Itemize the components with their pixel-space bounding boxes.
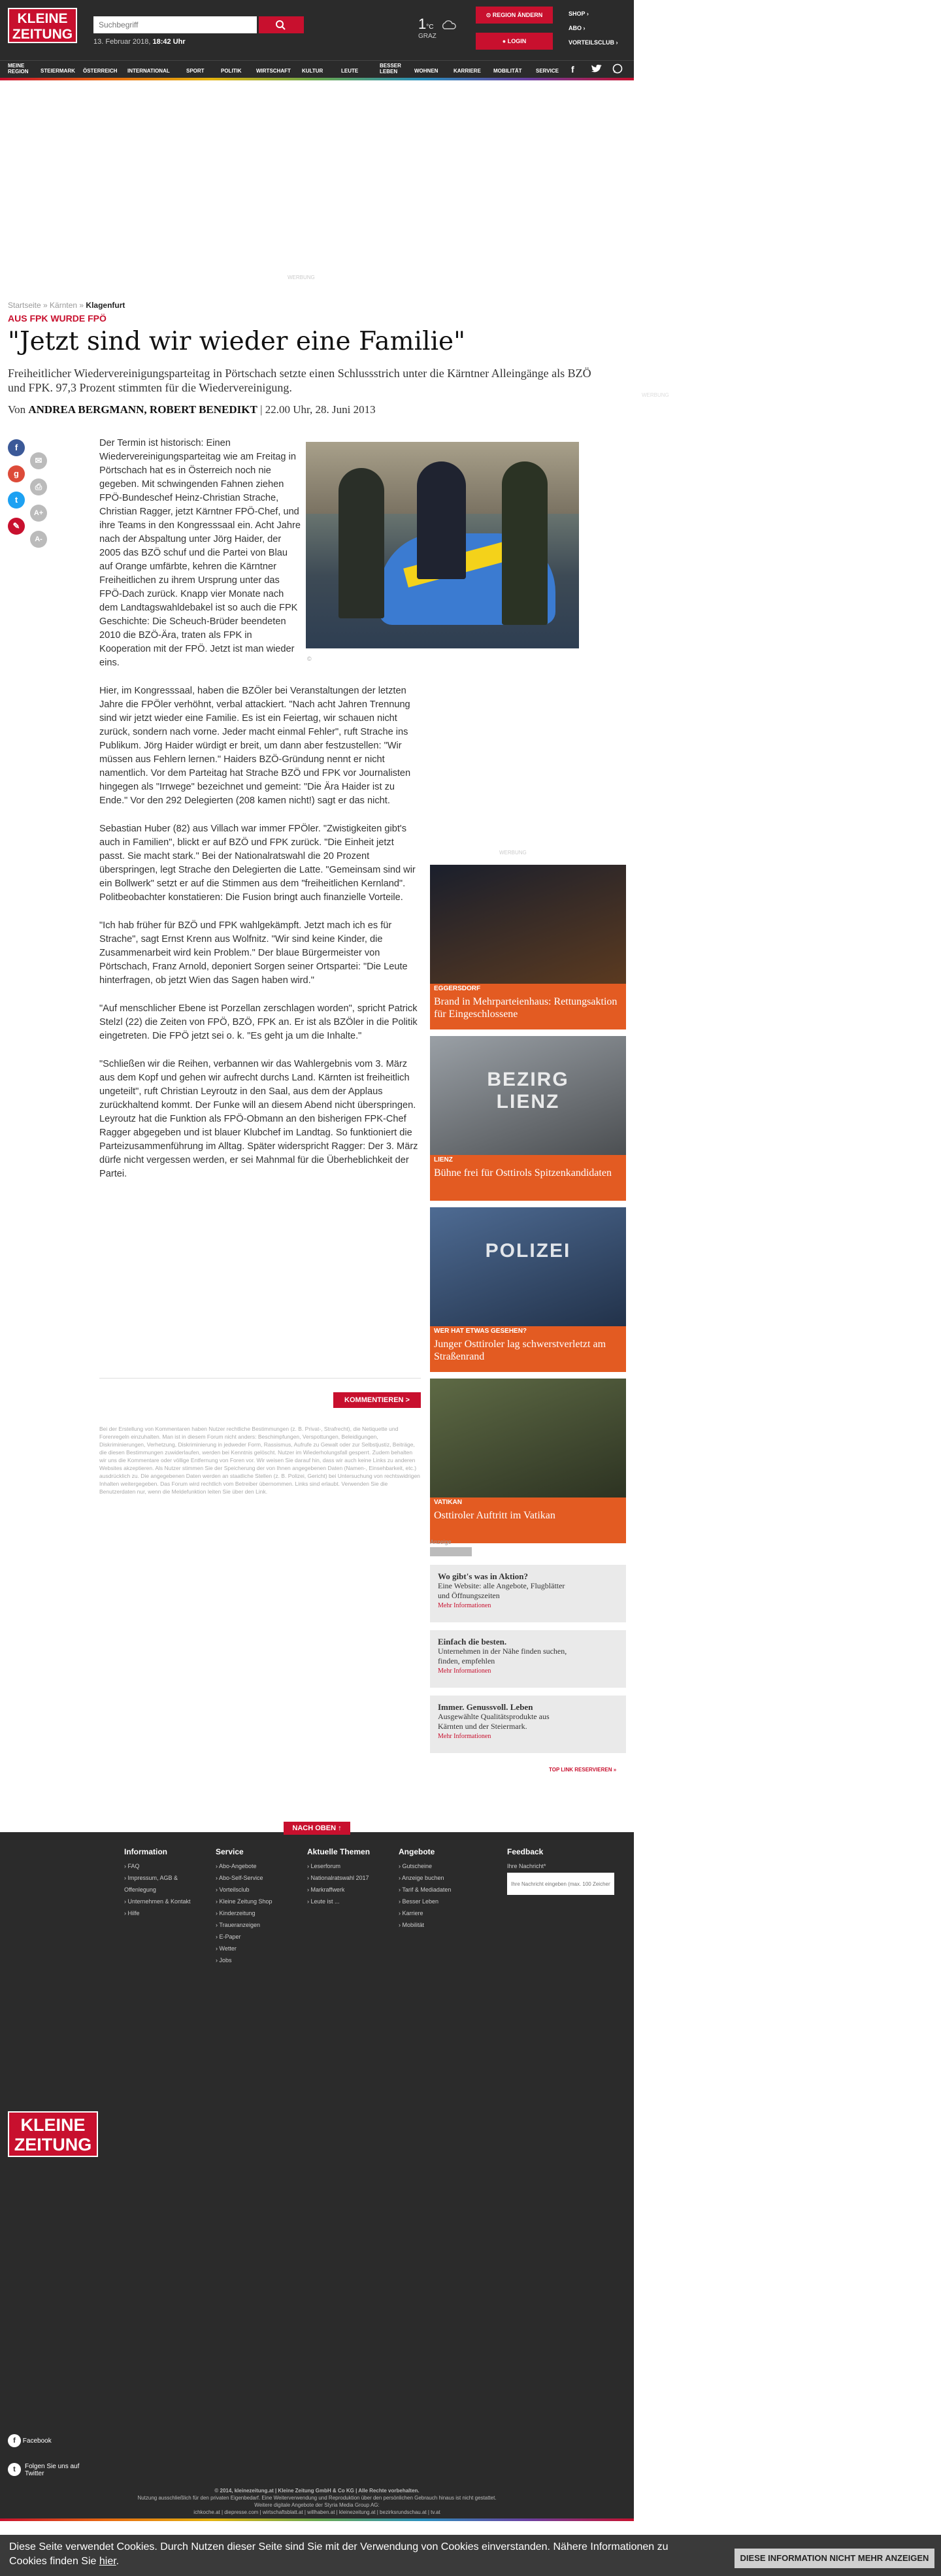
footer-link[interactable] [216,1931,301,1943]
user-icon: ● [502,38,508,44]
footer-link-label: Gutscheine [402,1863,433,1869]
footer-facebook-link[interactable] [8,2434,52,2447]
footer-link-label: Kinderzeitung [219,1910,256,1916]
footer-link[interactable] [307,1884,392,1896]
teaser-title: Osttiroler Auftritt im Vatikan [430,1497,626,1543]
nav-item[interactable] [127,68,170,74]
back-to-top-button[interactable]: NACH OBEN ↑ [284,1822,350,1835]
footer-column-title: Aktuelle Themen [307,1847,371,1856]
body-paragraph-4: "Ich hab früher für BZÖ und FPK wahlgekämpft. Jetzt mach ich es für Strache", sagt Ernst Krenn aus Wolfnitz. "Wir sind keine Kinder, die Zusammenarbeit wird kein Problem." Der blaue Bürgermeister von Pörtschach, Franz Arnold, deponiert Sorgen seiner Ortspartei: "Die Leute hinterfragen, ob jetzt Wien das Sagen haben wird." [99,920,408,986]
footer-link[interactable] [124,1896,209,1907]
anzeige-label: Anzeige [430,1539,452,1545]
footer-link[interactable] [399,1872,484,1884]
footer-link[interactable] [216,1860,301,1872]
footer-link-label: E-Paper [219,1933,241,1940]
teaser-title: Brand in Mehrparteienhaus: Rettungsaktion für Eingeschlossene [430,984,626,1029]
chevron-right-icon: › [216,1910,220,1916]
chevron-right-icon: › [307,1886,311,1893]
nav-item[interactable] [380,63,401,75]
search-input[interactable] [93,16,257,33]
cookie-dismiss-button[interactable]: DIESE INFORMATION NICHT MEHR ANZEIGEN [735,2549,934,2568]
footer-link[interactable] [399,1896,484,1907]
facebook-icon[interactable]: f [571,64,574,75]
googleplus-share-icon[interactable]: g [8,465,25,482]
teaser-image-sign: POLIZEI [485,1240,571,1262]
photo-caption: © [307,656,312,662]
search-button[interactable] [259,16,304,33]
mail-share-icon[interactable]: ✉ [30,452,47,469]
comment-share-icon[interactable]: ✎ [8,518,25,535]
search-icon [259,16,304,33]
facebook-share-icon[interactable]: f [8,439,25,456]
nav-item-label: LEUTE [341,68,359,74]
chevron-right-icon: › [399,1898,403,1905]
body-paragraph-3: Sebastian Huber (82) aus Villach war immer FPÖler. "Zwistigkeiten gibt's auch in Familien", blickt er auf BZÖ und FPK zurück. "Die Einheit jetzt passt. Sie macht stark." Bei der Nationalratswahl die 20 Prozent überspringen, legt Strache den Delegierten die Latte. "Gemeinsam sind wir ein Bollwerk" setzt er auf die Stimmen aus dem "freiheitlichen Kernland". Politbeobachter konstatieren: Die Fusion bringt auch finanzielle Vorteile. [99,824,416,903]
twitter-icon[interactable] [591,64,603,76]
footer-link-label: Besser Leben [402,1898,439,1905]
nav-item-label: WIRTSCHAFT [256,68,291,74]
promo-title: Immer. Genussvoll. Leben [438,1702,533,1712]
footer-link-label: Tarif & Mediadaten [402,1886,452,1893]
nav-item[interactable] [302,68,323,74]
footer-link-label: Ihre Nachricht* [507,1863,546,1869]
footer-link-label: Nationalratswahl 2017 [310,1875,369,1881]
article-byline [8,403,376,416]
divider [99,1378,421,1379]
copyright-line-2: Nutzung ausschließlich für den privaten Eigenbedarf. Eine Weiterverwendung und Reproduktion über den persönlichen Gebrauch hinaus ist nicht gestattet. [137,2495,497,2501]
chevron-right-icon: › [216,1922,220,1928]
chevron-right-icon: › [216,1933,220,1940]
side-ad-label: WERBUNG [642,392,669,398]
byline-authors: ANDREA BERGMANN, ROBERT BENEDIKT [28,403,257,416]
cookie-info-link[interactable]: hier [99,2556,116,2567]
top-link-reservieren[interactable]: TOP LINK RESERVIEREN » [549,1767,617,1773]
nav-item-label: ÖSTERREICH [83,68,118,74]
footer-link[interactable] [124,1872,209,1896]
footer-facebook-icon: f [8,2434,21,2447]
weather-widget[interactable] [418,16,457,40]
nav-item[interactable] [221,68,242,74]
nav-item[interactable] [414,68,438,74]
promo-link[interactable]: Mehr Informationen [438,1667,491,1675]
nav-item-label: STEIERMARK [41,68,75,74]
footer-link[interactable] [507,1860,592,1872]
chevron-right-icon: › [216,1898,220,1905]
footer-link-label: Hilfe [127,1910,140,1916]
teaser-category: WER HAT ETWAS GESEHEN? [434,1328,527,1335]
chevron-right-icon: › [307,1863,311,1869]
article-body [99,437,421,1196]
teaser-image [430,1207,626,1326]
footer-link-label: Markraffwerk [310,1886,345,1893]
category-color-bar [0,78,634,80]
abo-label: ABO [569,25,582,31]
byline-date: | 22.00 Uhr, 28. Juni 2013 [260,403,376,416]
cookie-bar [0,2535,941,2576]
footer-column [124,1847,209,1919]
vorteilsclub-label: VORTEILSCLUB [569,39,615,46]
footer-column [507,1847,592,1872]
nav-item[interactable] [536,68,559,74]
date-text: 13. Februar 2018, [93,38,151,46]
article-headline: "Jetzt sind wir wieder eine Familie" [8,327,466,356]
chevron-right-icon: › [124,1898,128,1905]
page-footer [0,1832,634,2518]
weather-city: GRAZ [418,33,437,40]
nav-item[interactable] [83,68,117,74]
footer-link[interactable] [216,1896,301,1907]
nav-item-label: POLITIK [221,68,242,74]
nav-item-label: BESSER [380,63,401,69]
footer-link-label: Mobilität [402,1922,425,1928]
print-icon[interactable]: ⎙ [30,478,47,495]
article-kicker: AUS FPK WURDE FPÖ [8,313,107,324]
footer-link-label: Karriere [402,1910,423,1916]
cloud-icon [440,20,457,30]
footer-link-label: Kleine Zeitung Shop [219,1898,272,1905]
ad-label: WERBUNG [288,275,315,280]
nav-item[interactable] [41,68,75,74]
footer-link[interactable] [216,1872,301,1884]
promo-title: Wo gibt's was in Aktion? [438,1571,528,1581]
copyright-line-3: Weitere digitale Angebote der Styria Media Group AG: [254,2502,380,2508]
promo-box[interactable] [430,1630,626,1688]
photo-person-right [502,461,548,625]
date-time [93,38,186,46]
teaser-image [430,1379,626,1497]
forum-disclaimer: Bei der Erstellung von Kommentaren haben Nutzer rechtliche Bestimmungen (z. B. Privat-, Strafrecht), die Netiquette und Forenregeln einzuhalten. Man ist in diesem Forum nicht anders: Beschimpfungen, Verspottungen, Beleidigungen, Diskriminierungen, Verhetzung, Diskriminierung in jedweder Form, Rassismus, Aufrufe zu Gewalt oder zur Selbstjustiz, Beiträge, die diesen Bestimmungen zuwiderlaufen, werden bei Kenntnis gelöscht. Nutzer im Wiederholungsfall gesperrt. Zudem behalten wir uns die Kommentare oder völlige Entfernung von Foren vor. Wir weisen Sie darauf hin, dass wir auch keine Links zu anderen Websites akzeptieren. Als Nutzer stimmen Sie der Speicherung der von Ihnen angegebenen Daten (Namen-, Einsehbarkeit, etc.) ausdrücklich zu. Die angegebenen Daten werden an staatliche Stellen (z. B. Polizei, Gericht) bei Untersuchung von rechtswidrigen Inhalten weitergegeben. Das Forum wird rechtlich vom Betreiber übernommen. Links sind erlaubt. Verwenden Sie die Benutzerdaten nur, wenn die Meldefunktion leiten Sie über den Link. [99,1426,420,1495]
region-change-button[interactable] [476,7,553,24]
chevron-right-icon: › [399,1922,403,1928]
footer-link-label: Abo-Angebote [219,1863,257,1869]
chevron-right-icon: › [124,1910,128,1916]
abo-link[interactable]: ABO › [569,25,586,31]
logo-line1: KLEINE [17,11,68,26]
sidebar-ad-label: WERBUNG [499,850,527,856]
promo-box[interactable] [430,1696,626,1753]
footer-link[interactable] [399,1860,484,1872]
teaser-card[interactable] [430,1379,626,1543]
footer-link[interactable] [216,1954,301,1966]
footer-logo[interactable] [8,2111,98,2157]
promo-link[interactable]: Mehr Informationen [438,1602,491,1609]
footer-link[interactable] [307,1860,392,1872]
nav-item-label: REGION [8,69,29,75]
font-increase-icon[interactable]: A+ [30,505,47,522]
logo-line2: ZEITUNG [12,27,73,42]
copyright-line-1: © 2014, kleinezeitung.at | Kleine Zeitung GmbH & Co KG | Alle Rechte vorbehalten. [214,2488,420,2494]
footer-logo-line1: KLEINE [20,2115,86,2135]
body-paragraph-2: Hier, im Kongresssaal, haben die BZÖler bei Veranstaltungen der letzten Jahre die FPÖler verhöhnt, verbal attackiert. "Nach acht Jahren Trennung sind wir jetzt wieder eine Familie. Es ist ein Feiertag, wir schauen nicht zurück, sondern nach vorne. Jeder macht einmal Fehler", ruft Strache ins Publikum. Jörg Haider würdigt er breit, um dann aber festzustellen: "Wir müssen aus Fehlern lernen." Haiders BZÖ-Gründung nennt er nicht namentlich. Vor dem Parteitag hat Strache BZÖ und FPK vor Journalisten hingegen als "Irrwege" bezeichnet und gemeint: "Die Ära Haider ist zu Ende." Vor den 292 Delegierten (208 kamen nicht!) sagt er das nicht. [99,686,411,806]
footer-twitter-link[interactable] [8,2463,86,2477]
chevron-right-icon: › [307,1875,311,1881]
footer-link[interactable] [399,1919,484,1931]
chevron-right-icon: › [399,1875,403,1881]
byline-prefix: Von [8,403,26,416]
breadcrumb-separator: » [41,301,50,310]
nav-item[interactable] [454,68,481,74]
footer-link-label: Leute ist ... [310,1898,340,1905]
chevron-right-icon: › [216,1875,220,1881]
footer-column [399,1847,484,1931]
breadcrumb-klagenfurt[interactable]: Klagenfurt [86,301,125,310]
login-button[interactable] [476,33,553,50]
chevron-right-icon: › [124,1875,128,1881]
photo-person-middle [417,461,466,579]
article-lead: Freiheitlicher Wiedervereinigungsparteitag in Pörtschach setzte einen Schlussstrich unter die Kärntner Alleingänge als BZÖ und FPK. 97,3 Prozent stimmten für die Wiedervereinigung. [8,367,591,394]
nav-item[interactable] [8,63,29,75]
shop-label: SHOP [569,10,586,17]
chevron-right-icon: › [399,1863,403,1869]
feedback-input[interactable] [507,1873,614,1895]
footer-link[interactable] [399,1907,484,1919]
footer-link[interactable] [216,1943,301,1954]
teaser-card[interactable] [430,1036,626,1201]
nav-item-label: SPORT [186,68,205,74]
vorteilsclub-link[interactable]: VORTEILSCLUB › [569,39,618,46]
breadcrumb-kaernten[interactable]: Kärnten [50,301,78,310]
cookie-text-body: Diese Seite verwendet Cookies. Durch Nutzen dieser Seite sind Sie mit der Verwendung von Cookies einverstanden. Nähere Informationen zu Cookies finden Sie [9,2541,669,2567]
footer-link[interactable] [124,1907,209,1919]
footer-twitter-label: Folgen Sie uns auf Twitter [25,2463,80,2477]
login-button-label: LOGIN [507,38,527,44]
footer-link-label: Leserforum [310,1863,341,1869]
nav-item-label: MOBILITÄT [493,68,522,74]
font-decrease-icon[interactable]: A- [30,531,47,548]
anzeige-logo [430,1547,472,1556]
teaser-category: LIENZ [434,1156,453,1163]
nav-item[interactable] [186,68,205,74]
footer-logo-line2: ZEITUNG [14,2135,92,2154]
location-icon: ⊙ [486,12,493,18]
footer-link-label: Abo-Self-Service [219,1875,263,1881]
nav-item[interactable] [341,68,358,74]
footer-link[interactable] [399,1884,484,1896]
teaser-card[interactable] [430,865,626,1029]
footer-link-label: Impressum, AGB & Offenlegung [124,1875,178,1893]
teaser-card[interactable] [430,1207,626,1372]
twitter-share-icon[interactable]: t [8,492,25,509]
footer-twitter-icon: t [8,2463,21,2476]
footer-column [216,1847,301,1966]
promo-text: Unternehmen in der Nähe finden suchen, finden, empfehlen [438,1647,567,1665]
nav-item-label: SERVICE [536,68,559,74]
footer-link-label: Unternehmen & Kontakt [127,1898,191,1905]
teaser-image [430,865,626,984]
footer-column-title: Information [124,1847,167,1856]
teaser-image-sign: BEZIRG LIENZ [487,1069,569,1112]
nav-item[interactable] [256,68,291,74]
footer-link-label: Anzeige buchen [402,1875,444,1881]
shop-link[interactable]: SHOP › [569,10,589,17]
chevron-right-icon: › [216,1886,220,1893]
chevron-right-icon: › [124,1863,128,1869]
promo-link[interactable]: Mehr Informationen [438,1733,491,1740]
body-paragraph-6: "Schließen wir die Reihen, verbannen wir das Wahlergebnis vom 3. März aus dem Kopf und gehen wir aufrecht durchs Land. Kärnten ist freiheitlich ungeteilt", ruft Christian Leyroutz in den Saal, aus dem der Applaus zurückhaltend kommt. Der Funke will an diesem Abend nicht überspringen. Leyroutz hat die Funktion als FPÖ-Obmann an den bisherigen FPK-Chef Ragger abgegeben und ist blauer Klubchef im Landtag. So funktioniert die Parteizusammenführung im Alltag. Später widerspricht Ragger: Der 3. März dürfe nicht vergessen werden, er sei Mahnmal für die Überheblichkeit der Partei. [99,1059,418,1179]
teaser-image [430,1036,626,1155]
footer-link-label: Wetter [219,1945,237,1952]
footer-column-title: Service [216,1847,244,1856]
chevron-right-icon: › [399,1886,403,1893]
teaser-category: EGGERSDORF [434,985,481,992]
footer-column-title: Feedback [507,1847,544,1856]
nav-item-label: INTERNATIONAL [127,68,170,74]
footer-column [307,1847,392,1907]
footer-link[interactable] [307,1896,392,1907]
promo-box[interactable] [430,1565,626,1622]
nav-item-label: KULTUR [302,68,323,74]
footer-link[interactable] [307,1872,392,1884]
teaser-title: Junger Osttiroler lag schwerstverletzt am Straßenrand [430,1326,626,1372]
nav-item-label: LEBEN [380,69,398,75]
chevron-right-icon: › [399,1910,403,1916]
breadcrumb-startseite[interactable]: Startseite [8,301,41,310]
region-button-label: REGION ÄNDERN [492,12,543,18]
footer-link[interactable] [124,1860,209,1872]
promo-text: Ausgewählte Qualitätsprodukte aus Kärnten und der Steiermark. [438,1712,550,1731]
chevron-right-icon: › [216,1863,220,1869]
chevron-right-icon: › [307,1898,311,1905]
kleine-zeitung-logo[interactable] [8,8,77,43]
body-paragraph-1: Der Termin ist historisch: Einen Wiedervereinigungsparteitag wie am Freitag in Pörtschach hat es in Österreich noch nie gegeben. Mit schwingenden Fahnen ziehen FPÖ-Bundeschef Heinz-Christian Strache, Christian Ragger, jetzt Kärntner FPÖ-Chef, und ihre Teams in den Kongresssaal ein. Acht Jahre nach der Abspaltung unter Jörg Haider, der 2005 das BZÖ schuf und die Partei von Blau auf Orange umfärbte, kehren die Kärntner Freiheitlichen zu ihrem Ursprung unter das FPÖ-Dach zurück. Knapp vier Monate nach dem Landtagswahldebakel ist so auch die FPK Geschichte: Die Scheuch-Brüder beendeten 2010 die BZÖ-Ära, traten als FPK in Kooperation mit der FPÖ. Jetzt ist man wieder eins. [99,438,301,668]
nav-item-label: MEINE [8,63,25,69]
footer-link-label: Jobs [219,1957,232,1964]
nav-item[interactable] [493,68,522,74]
whatsapp-icon[interactable] [612,63,623,77]
weather-unit: °C [426,24,434,31]
time-text: 18:42 Uhr [152,38,186,46]
footer-link-label: Traueranzeigen [219,1922,261,1928]
footer-link[interactable] [216,1919,301,1931]
kommentieren-button[interactable]: KOMMENTIEREN > [333,1392,421,1408]
copyright [0,2487,634,2516]
nav-item-label: WOHNEN [414,68,438,74]
breadcrumb-separator: » [77,301,86,310]
footer-link-label: FAQ [127,1863,140,1869]
footer-facebook-label: Facebook [22,2437,52,2445]
copyright-line-4[interactable]: ichkoche.at | diepresse.com | wirtschaftsblatt.at | willhaben.at | kleinezeitung.at | bezirksrundschau.at | tv.at [193,2509,440,2515]
weather-temp: 1 [418,16,427,32]
footer-link[interactable] [216,1884,301,1896]
cookie-text: Diese Seite verwendet Cookies. Durch Nutzen dieser Seite sind Sie mit der Verwendung von Cookies einverstanden. Nähere Informationen zu Cookies finden Sie hier. [9,2541,669,2567]
footer-link-label: Vorteilsclub [219,1886,250,1893]
breadcrumb [8,301,125,310]
chevron-right-icon: › [216,1945,220,1952]
promo-title: Einfach die besten. [438,1637,507,1647]
nav-item-label: KARRIERE [454,68,481,74]
chevron-right-icon: › [216,1957,220,1964]
teaser-category: VATIKAN [434,1499,462,1506]
body-paragraph-5: "Auf menschlicher Ebene ist Porzellan zerschlagen worden", spricht Patrick Stelzl (22) die Zeiten von FPÖ, BZÖ, FPK an. Er ist als BZÖler in die Politik eingetreten. Die FPÖ jetzt sei o. k. "Es geht ja um die Inhalte." [99,1003,418,1041]
teaser-title: Bühne frei für Osttirols Spitzenkandidaten [430,1155,626,1201]
footer-column-title: Angebote [399,1847,435,1856]
footer-link[interactable] [216,1907,301,1919]
promo-text: Eine Website: alle Angebote, Flugblätter und Öffnungszeiten [438,1581,565,1600]
footer-color-bar [0,2518,634,2521]
